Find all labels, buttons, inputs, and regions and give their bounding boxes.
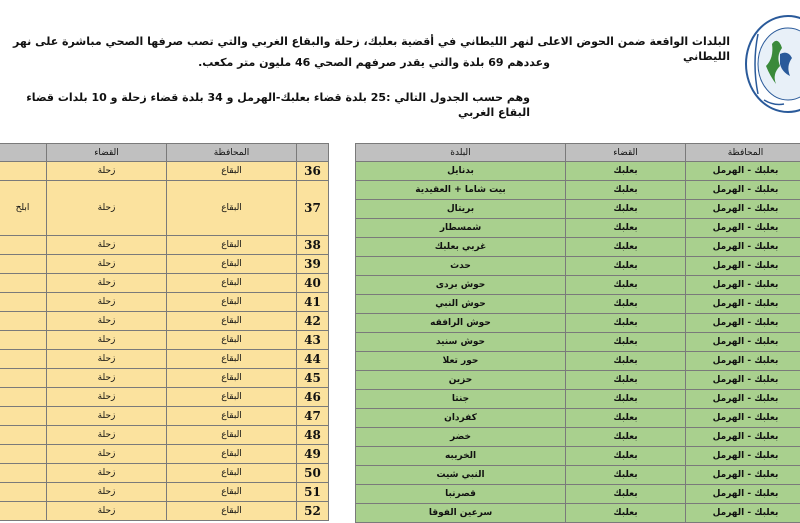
- right-cell-balda: حوش بردى: [356, 276, 566, 295]
- right-cell-qada: بعلبك: [566, 200, 686, 219]
- right-cell-mohafaza: بعلبك - الهرمل: [686, 257, 800, 276]
- right-cell-qada: بعلبك: [566, 390, 686, 409]
- left-cell-qada: زحلة: [47, 255, 167, 274]
- table-row: [356, 466, 800, 485]
- right-cell-qada: بعلبك: [566, 409, 686, 428]
- right-cell-qada: بعلبك: [566, 352, 686, 371]
- left-cell-num: 44: [297, 350, 329, 369]
- right-cell-mohafaza: بعلبك - الهرمل: [686, 314, 800, 333]
- right-cell-mohafaza: بعلبك - الهرمل: [686, 447, 800, 466]
- right-cell-mohafaza: بعلبك - الهرمل: [686, 466, 800, 485]
- left-cell-mohafaza: البقاع: [167, 369, 297, 388]
- table-row: [356, 219, 800, 238]
- table-row: [0, 274, 329, 293]
- left-cell-extra: [0, 274, 47, 293]
- right-cell-balda: بدنايل: [356, 162, 566, 181]
- right-cell-qada: بعلبك: [566, 162, 686, 181]
- right-cell-mohafaza: بعلبك - الهرمل: [686, 428, 800, 447]
- left-cell-qada: زحلة: [47, 312, 167, 331]
- left-cell-mohafaza: البقاع: [167, 407, 297, 426]
- right-cell-qada: بعلبك: [566, 428, 686, 447]
- table-row: [356, 409, 800, 428]
- left-cell-qada: زحلة: [47, 369, 167, 388]
- left-cell-qada: زحلة: [47, 331, 167, 350]
- left-cell-mohafaza: البقاع: [167, 274, 297, 293]
- right-cell-balda: شمسطار: [356, 219, 566, 238]
- table-row: [356, 200, 800, 219]
- right-cell-qada: بعلبك: [566, 238, 686, 257]
- right-cell-balda: بريتال: [356, 200, 566, 219]
- right-cell-mohafaza: بعلبك - الهرمل: [686, 409, 800, 428]
- left-cell-extra: [0, 293, 47, 312]
- right-cell-mohafaza: بعلبك - الهرمل: [686, 352, 800, 371]
- left-cell-num: 49: [297, 445, 329, 464]
- right-cell-balda: الخريبه: [356, 447, 566, 466]
- left-cell-num: 42: [297, 312, 329, 331]
- left-cell-mohafaza: البقاع: [167, 331, 297, 350]
- left-cell-num: 48: [297, 426, 329, 445]
- left-cell-extra: [0, 162, 47, 181]
- right-cell-mohafaza: بعلبك - الهرمل: [686, 371, 800, 390]
- right-cell-qada: بعلبك: [566, 257, 686, 276]
- left-table-header: [0, 144, 329, 162]
- table-row: [356, 181, 800, 200]
- left-cell-qada: زحلة: [47, 426, 167, 445]
- left-cell-extra: [0, 464, 47, 483]
- right-table: [355, 143, 800, 523]
- right-cell-balda: حدث: [356, 257, 566, 276]
- left-cell-num: 36: [297, 162, 329, 181]
- left-cell-num: 50: [297, 464, 329, 483]
- left-table: [0, 143, 329, 521]
- right-cell-balda: حزين: [356, 371, 566, 390]
- table-row: [0, 236, 329, 255]
- right-cell-balda: النبي شيت: [356, 466, 566, 485]
- table-row: [356, 333, 800, 352]
- left-cell-qada: زحلة: [47, 236, 167, 255]
- left-cell-extra: [0, 369, 47, 388]
- right-cell-balda: حور تعلا: [356, 352, 566, 371]
- right-cell-mohafaza: بعلبك - الهرمل: [686, 485, 800, 504]
- right-cell-qada: بعلبك: [566, 485, 686, 504]
- table-row: [0, 445, 329, 464]
- left-cell-mohafaza: البقاع: [167, 483, 297, 502]
- left-cell-mohafaza: البقاع: [167, 181, 297, 236]
- left-cell-num: 37: [297, 181, 329, 236]
- table-row: [0, 181, 329, 236]
- right-header-qada: القضاء: [566, 144, 686, 162]
- intro-line-3: وهم حسب الجدول التالي :25 بلدة قضاء بعلبك-الهرمل و 34 بلدة قضاء زحلة و 10 بلدات قضاء البقاع الغربي: [10, 90, 530, 120]
- table-row: [0, 369, 329, 388]
- left-cell-num: 41: [297, 293, 329, 312]
- left-cell-extra: [0, 483, 47, 502]
- table-row: [356, 485, 800, 504]
- right-cell-qada: بعلبك: [566, 504, 686, 523]
- table-row: [356, 314, 800, 333]
- table-row: [356, 295, 800, 314]
- left-cell-num: 38: [297, 236, 329, 255]
- right-cell-qada: بعلبك: [566, 447, 686, 466]
- left-cell-extra: [0, 350, 47, 369]
- left-cell-num: 51: [297, 483, 329, 502]
- right-cell-balda: بيت شاما + العقيدية: [356, 181, 566, 200]
- left-cell-qada: زحلة: [47, 350, 167, 369]
- left-header-extra: [0, 144, 47, 162]
- left-cell-extra: [0, 255, 47, 274]
- right-header-mohafaza: المحافظة: [686, 144, 800, 162]
- left-cell-extra: [0, 426, 47, 445]
- left-cell-qada: زحلة: [47, 388, 167, 407]
- left-cell-extra: [0, 331, 47, 350]
- left-cell-extra: [0, 312, 47, 331]
- table-row: [0, 464, 329, 483]
- left-header-num: [297, 144, 329, 162]
- table-row: [0, 407, 329, 426]
- right-table-header: [356, 144, 800, 162]
- left-cell-num: 47: [297, 407, 329, 426]
- right-cell-balda: غربي بعلبك: [356, 238, 566, 257]
- table-row: [0, 255, 329, 274]
- left-cell-mohafaza: البقاع: [167, 255, 297, 274]
- right-cell-balda: حوش الرافقه: [356, 314, 566, 333]
- table-row: [356, 390, 800, 409]
- left-cell-qada: زحلة: [47, 464, 167, 483]
- left-cell-mohafaza: البقاع: [167, 312, 297, 331]
- table-row: [0, 350, 329, 369]
- table-row: [356, 276, 800, 295]
- left-cell-mohafaza: البقاع: [167, 236, 297, 255]
- left-cell-mohafaza: البقاع: [167, 464, 297, 483]
- table-row: [0, 162, 329, 181]
- left-cell-num: 52: [297, 502, 329, 521]
- table-row: [356, 238, 800, 257]
- right-cell-qada: بعلبك: [566, 219, 686, 238]
- table-row: [356, 371, 800, 390]
- left-cell-num: 45: [297, 369, 329, 388]
- left-cell-qada: زحلة: [47, 293, 167, 312]
- right-cell-balda: حوش سنيد: [356, 333, 566, 352]
- left-cell-qada: زحلة: [47, 181, 167, 236]
- right-cell-qada: بعلبك: [566, 371, 686, 390]
- table-row: [356, 162, 800, 181]
- left-cell-mohafaza: البقاع: [167, 502, 297, 521]
- right-cell-qada: بعلبك: [566, 181, 686, 200]
- right-header-balda: البلدة: [356, 144, 566, 162]
- left-cell-qada: زحلة: [47, 162, 167, 181]
- right-cell-balda: خضر: [356, 428, 566, 447]
- table-row: [356, 447, 800, 466]
- table-row: [356, 428, 800, 447]
- right-cell-mohafaza: بعلبك - الهرمل: [686, 238, 800, 257]
- left-header-qada: القضاء: [47, 144, 167, 162]
- table-row: [0, 502, 329, 521]
- left-cell-mohafaza: البقاع: [167, 445, 297, 464]
- right-cell-balda: كفردان: [356, 409, 566, 428]
- left-cell-mohafaza: البقاع: [167, 162, 297, 181]
- table-row: [0, 388, 329, 407]
- table-row: [0, 426, 329, 445]
- table-row: [0, 483, 329, 502]
- left-cell-qada: زحلة: [47, 445, 167, 464]
- right-cell-qada: بعلبك: [566, 333, 686, 352]
- left-cell-num: 46: [297, 388, 329, 407]
- organization-logo: [744, 14, 800, 114]
- left-cell-extra: ابلح: [0, 181, 47, 236]
- right-cell-qada: بعلبك: [566, 466, 686, 485]
- table-row: [356, 504, 800, 523]
- left-cell-num: 40: [297, 274, 329, 293]
- left-cell-mohafaza: البقاع: [167, 388, 297, 407]
- left-cell-qada: زحلة: [47, 502, 167, 521]
- right-cell-qada: بعلبك: [566, 276, 686, 295]
- right-cell-mohafaza: بعلبك - الهرمل: [686, 276, 800, 295]
- left-cell-qada: زحلة: [47, 483, 167, 502]
- right-cell-mohafaza: بعلبك - الهرمل: [686, 333, 800, 352]
- left-cell-num: 43: [297, 331, 329, 350]
- left-cell-mohafaza: البقاع: [167, 293, 297, 312]
- right-cell-mohafaza: بعلبك - الهرمل: [686, 295, 800, 314]
- right-cell-balda: حوش النبي: [356, 295, 566, 314]
- left-cell-extra: [0, 388, 47, 407]
- intro-line-2: وعددهم 69 بلدة والتي يقدر صرفهم الصحي 46 مليون متر مكعب.: [150, 55, 550, 70]
- table-row: [0, 293, 329, 312]
- intro-line-1: البلدات الواقعة ضمن الحوض الاعلى لنهر الليطاني في أقضية بعلبك، زحلة والبقاع الغربي والتي تصب صرفها الصحي مباشرة على نهر الليطاني: [0, 34, 730, 64]
- right-cell-mohafaza: بعلبك - الهرمل: [686, 219, 800, 238]
- right-cell-qada: بعلبك: [566, 314, 686, 333]
- right-cell-mohafaza: بعلبك - الهرمل: [686, 181, 800, 200]
- table-row: [356, 352, 800, 371]
- left-cell-num: 39: [297, 255, 329, 274]
- right-cell-balda: جنتا: [356, 390, 566, 409]
- table-row: [0, 312, 329, 331]
- right-cell-mohafaza: بعلبك - الهرمل: [686, 504, 800, 523]
- right-cell-mohafaza: بعلبك - الهرمل: [686, 390, 800, 409]
- right-cell-mohafaza: بعلبك - الهرمل: [686, 200, 800, 219]
- right-cell-mohafaza: بعلبك - الهرمل: [686, 162, 800, 181]
- left-cell-mohafaza: البقاع: [167, 426, 297, 445]
- right-cell-balda: سرعين الفوقا: [356, 504, 566, 523]
- left-cell-extra: [0, 236, 47, 255]
- left-cell-extra: [0, 407, 47, 426]
- left-cell-mohafaza: البقاع: [167, 350, 297, 369]
- left-cell-qada: زحلة: [47, 274, 167, 293]
- left-cell-extra: [0, 502, 47, 521]
- left-cell-extra: [0, 445, 47, 464]
- left-header-mohafaza: المحافظة: [167, 144, 297, 162]
- right-cell-balda: قصرنبا: [356, 485, 566, 504]
- table-row: [356, 257, 800, 276]
- right-cell-qada: بعلبك: [566, 295, 686, 314]
- table-row: [0, 331, 329, 350]
- left-cell-qada: زحلة: [47, 407, 167, 426]
